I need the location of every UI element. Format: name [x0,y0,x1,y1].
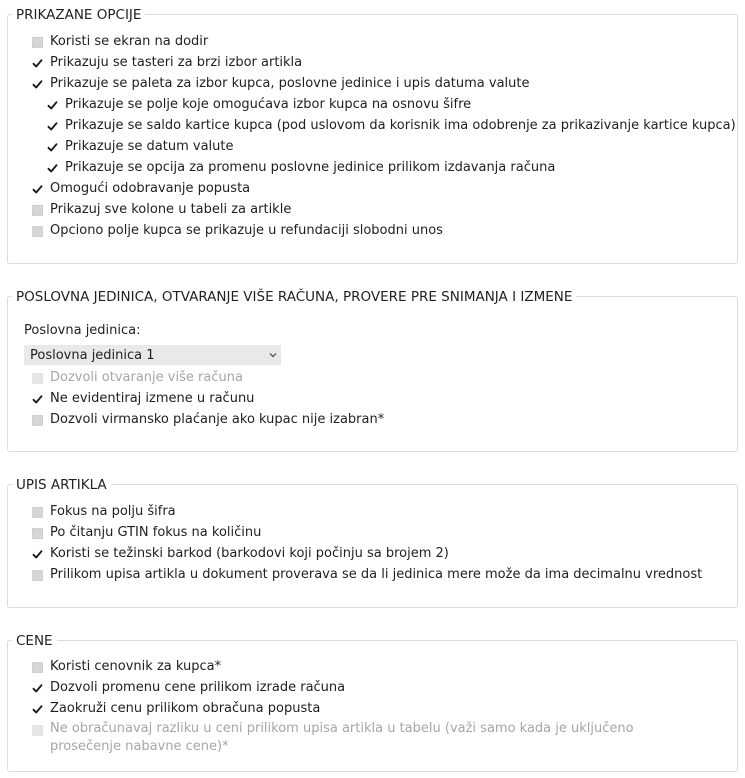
checkbox-label: Koristi cenovnik za kupca* [50,659,222,674]
group-title: UPIS ARTIKLA [12,477,111,493]
checkbox-label: Prikazuje se paleta za izbor kupca, poslovne jedinice i upis datuma valute [50,76,530,91]
group-title: PRIKAZANE OPCIJE [12,7,145,23]
checkbox-label: Ne evidentiraj izmene u računu [50,391,255,406]
check-icon[interactable] [32,184,43,195]
checkbox-otvaranje-vise-racuna [32,368,243,388]
checkbox-opciono-polje-kupca[interactable] [32,221,443,241]
checkbox-box[interactable] [32,226,43,237]
checkbox-datum-valute[interactable] [47,137,234,157]
checkbox-label: Dozvoli virmansko plaćanje ako kupac nije izabran* [50,412,385,427]
checkbox-promena-cene[interactable] [32,678,345,698]
checkbox-box[interactable] [32,205,43,216]
checkbox-box[interactable] [32,662,43,673]
check-icon[interactable] [47,100,58,111]
checkbox-label: Omogući odobravanje popusta [50,181,251,196]
checkbox-tezinski-barkod[interactable] [32,544,449,564]
checkbox-label: Koristi se ekran na dodir [50,34,209,49]
checkbox-box [32,373,43,384]
checkbox-paleta-izbor-kupca[interactable] [32,74,530,94]
checkbox-label: Ne obračunavaj razliku u ceni prilikom upisa artikla u tabelu (važi samo kada je uključeno prosečenje nabavne cene)* [50,721,634,754]
check-icon[interactable] [32,704,43,715]
checkbox-odobravanje-popusta[interactable] [32,179,250,199]
checkbox-ne-obracunavaj-razliku [32,720,692,756]
check-icon[interactable] [32,394,43,405]
checkbox-virmansko-placanje[interactable] [32,410,384,430]
checkbox-saldo-kartice[interactable] [47,116,736,136]
checkbox-cenovnik-kupca[interactable] [32,657,221,677]
checkbox-label: Prikazuju se tasteri za brzi izbor artikla [50,55,303,70]
checkbox-box[interactable] [32,415,43,426]
checkbox-tasteri-brzi-izbor[interactable] [32,53,302,73]
checkbox-label: Koristi se težinski barkod (barkodovi koji počinju sa brojem 2) [50,546,449,561]
checkbox-zaokruzi-cenu[interactable] [32,699,320,719]
checkbox-box[interactable] [32,507,43,518]
checkbox-label: Opciono polje kupca se prikazuje u refundaciji slobodni unos [50,223,443,238]
checkbox-polje-sifra-kupca[interactable] [47,95,471,115]
group-title: CENE [12,633,57,649]
checkbox-label: Prilikom upisa artikla u dokument proverava se da li jedinica mere može da ima decimalnu vrednost [50,567,703,582]
checkbox-sve-kolone[interactable] [32,200,291,220]
checkbox-label: Dozvoli otvaranje više računa [50,370,243,385]
checkbox-label: Prikazuje se opcija za promenu poslovne jedinice prilikom izdavanja računa [65,160,556,175]
poslovna-jedinica-label: Poslovna jedinica: [24,323,141,338]
checkbox-box [32,725,43,736]
check-icon[interactable] [47,121,58,132]
checkbox-box[interactable] [32,528,43,539]
checkbox-box[interactable] [32,37,43,48]
checkbox-box[interactable] [32,570,43,581]
checkbox-label: Prikazuje se datum valute [65,139,234,154]
poslovna-jedinica-select[interactable] [24,345,281,365]
checkbox-ne-evidentiraj-izmene[interactable] [32,389,254,409]
checkbox-label: Po čitanju GTIN fokus na količinu [50,525,262,540]
checkbox-decimalna-vrednost[interactable] [32,565,702,585]
check-icon[interactable] [32,683,43,694]
check-icon[interactable] [47,142,58,153]
check-icon[interactable] [32,58,43,69]
select-value: Poslovna jedinica 1 [30,347,155,363]
checkbox-ekran-na-dodir[interactable] [32,32,208,52]
checkbox-gtin-fokus-kolicina[interactable] [32,523,261,543]
checkbox-label: Dozvoli promenu cene prilikom izrade računa [50,680,346,695]
check-icon[interactable] [32,549,43,560]
group-title: POSLOVNA JEDINICA, OTVARANJE VIŠE RAČUNA, PROVERE PRE SNIMANJA I IZMENE [12,289,576,305]
check-icon[interactable] [47,163,58,174]
checkbox-label: Prikazuje se saldo kartice kupca (pod uslovom da korisnik ima odobrenje za prikazivanje kartice kupca) [65,118,736,133]
checkbox-label: Prikazuj sve kolone u tabeli za artikle [50,202,292,217]
chevron-down-icon[interactable] [265,352,281,358]
check-icon[interactable] [32,79,43,90]
checkbox-promena-poslovne-jedinice[interactable] [47,158,555,178]
checkbox-label: Prikazuje se polje koje omogućava izbor kupca na osnovu šifre [65,97,472,112]
checkbox-fokus-polje-sifra[interactable] [32,502,176,522]
checkbox-label: Fokus na polju šifra [50,504,176,519]
checkbox-label: Zaokruži cenu prilikom obračuna popusta [50,701,321,716]
